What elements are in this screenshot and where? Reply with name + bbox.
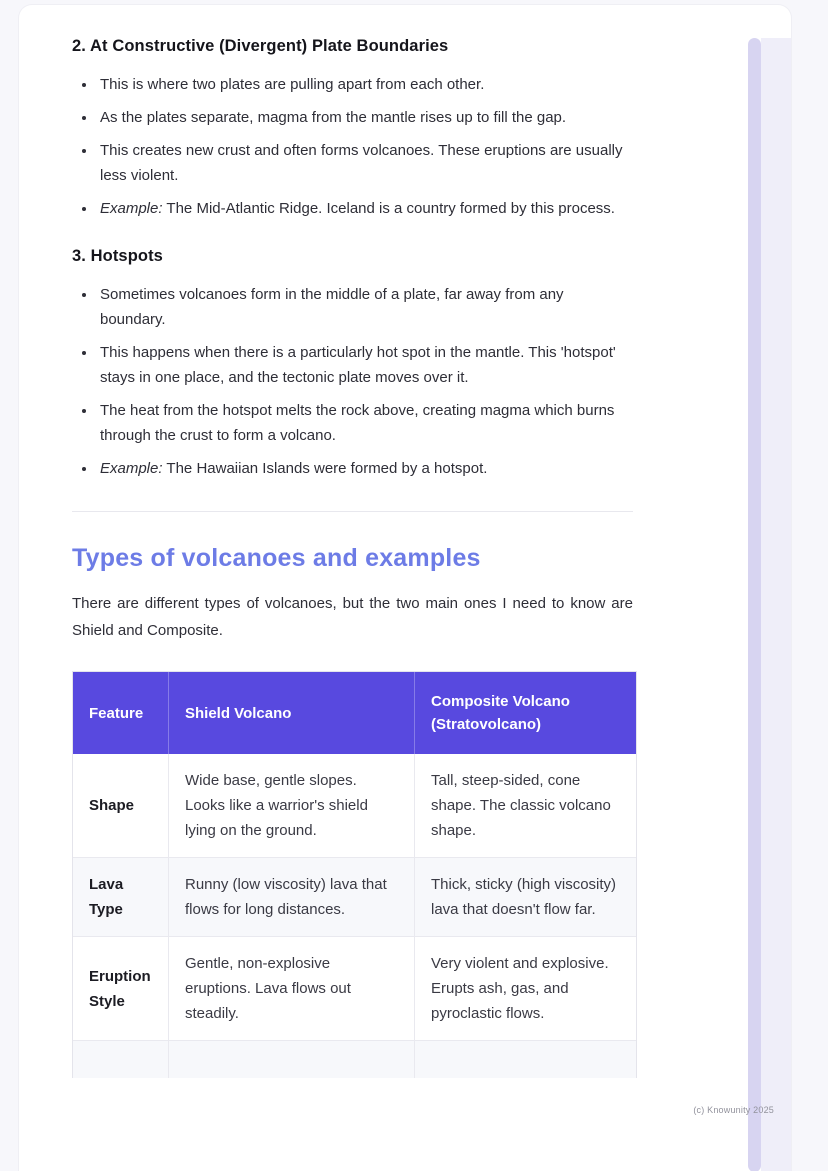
cell-feature: Lava Type — [73, 857, 169, 936]
cell-feature: Eruption Style — [73, 936, 169, 1040]
bullet-item: • Sometimes volcanoes form in the middle of a plate, far away from any boundary. — [97, 282, 633, 332]
bullet-item: • As the plates separate, magma from the mantle rises up to fill the gap. — [97, 105, 633, 130]
hotspots-bullet-list — [72, 282, 633, 481]
cell-feature: Shape — [73, 754, 169, 857]
types-intro-paragraph: There are different types of volcanoes, but the two main ones I need to know are Shield and Composite. — [72, 595, 633, 639]
heading-constructive-boundaries: 2. At Constructive (Divergent) Plate Boundaries — [72, 37, 449, 55]
example-label: Example: — [100, 460, 163, 477]
table-row — [73, 754, 636, 857]
cell-composite: Thick, sticky (high viscosity) lava that doesn't flow far. — [415, 857, 636, 936]
header-cell-shield: Shield Volcano — [169, 672, 415, 754]
document-content — [19, 5, 791, 1078]
table-header — [73, 672, 636, 754]
heading-types-of-volcanoes: Types of volcanoes and examples — [72, 544, 481, 572]
constructive-bullet-list — [72, 72, 633, 221]
bullet-item: • This creates new crust and often forms volcanoes. These eruptions are usually less violent. — [97, 138, 633, 188]
example-text: The Mid-Atlantic Ridge. Iceland is a country formed by this process. — [162, 200, 615, 217]
section-divider — [72, 511, 633, 512]
cell-shield: Runny (low viscosity) lava that flows for long distances. — [169, 857, 415, 936]
example-label: Example: — [100, 200, 163, 217]
bullet-item-example — [97, 196, 633, 221]
bullet-item: • This is where two plates are pulling apart from each other. — [97, 72, 633, 97]
table-row-partial — [73, 1040, 636, 1078]
table-header-row — [73, 672, 636, 754]
bullet-item-example — [97, 456, 633, 481]
knowunity-watermark: (c) Knowunity 2025 — [693, 1105, 774, 1115]
volcano-comparison-table — [72, 671, 637, 1078]
header-cell-composite: Composite Volcano (Stratovolcano) — [415, 672, 636, 754]
example-text: The Hawaiian Islands were formed by a hotspot. — [162, 460, 488, 477]
cell-composite — [415, 1040, 636, 1078]
bullet-item: • This happens when there is a particularly hot spot in the mantle. This 'hotspot' stays in one place, and the tectonic plate moves over it. — [97, 340, 633, 390]
document-page — [18, 4, 792, 1171]
cell-shield: Wide base, gentle slopes. Looks like a warrior's shield lying on the ground. — [169, 754, 415, 857]
bullet-item: • The heat from the hotspot melts the rock above, creating magma which burns through the crust to form a volcano. — [97, 398, 633, 448]
cell-feature — [73, 1040, 169, 1078]
cell-shield: Gentle, non-explosive eruptions. Lava flows out steadily. — [169, 936, 415, 1040]
cell-shield — [169, 1040, 415, 1078]
header-cell-feature: Feature — [73, 672, 169, 754]
heading-hotspots: 3. Hotspots — [72, 247, 163, 265]
table-body — [73, 754, 636, 1078]
table-row — [73, 936, 636, 1040]
cell-composite: Tall, steep-sided, cone shape. The classic volcano shape. — [415, 754, 636, 857]
cell-composite: Very violent and explosive. Erupts ash, gas, and pyroclastic flows. — [415, 936, 636, 1040]
table-row — [73, 857, 636, 936]
